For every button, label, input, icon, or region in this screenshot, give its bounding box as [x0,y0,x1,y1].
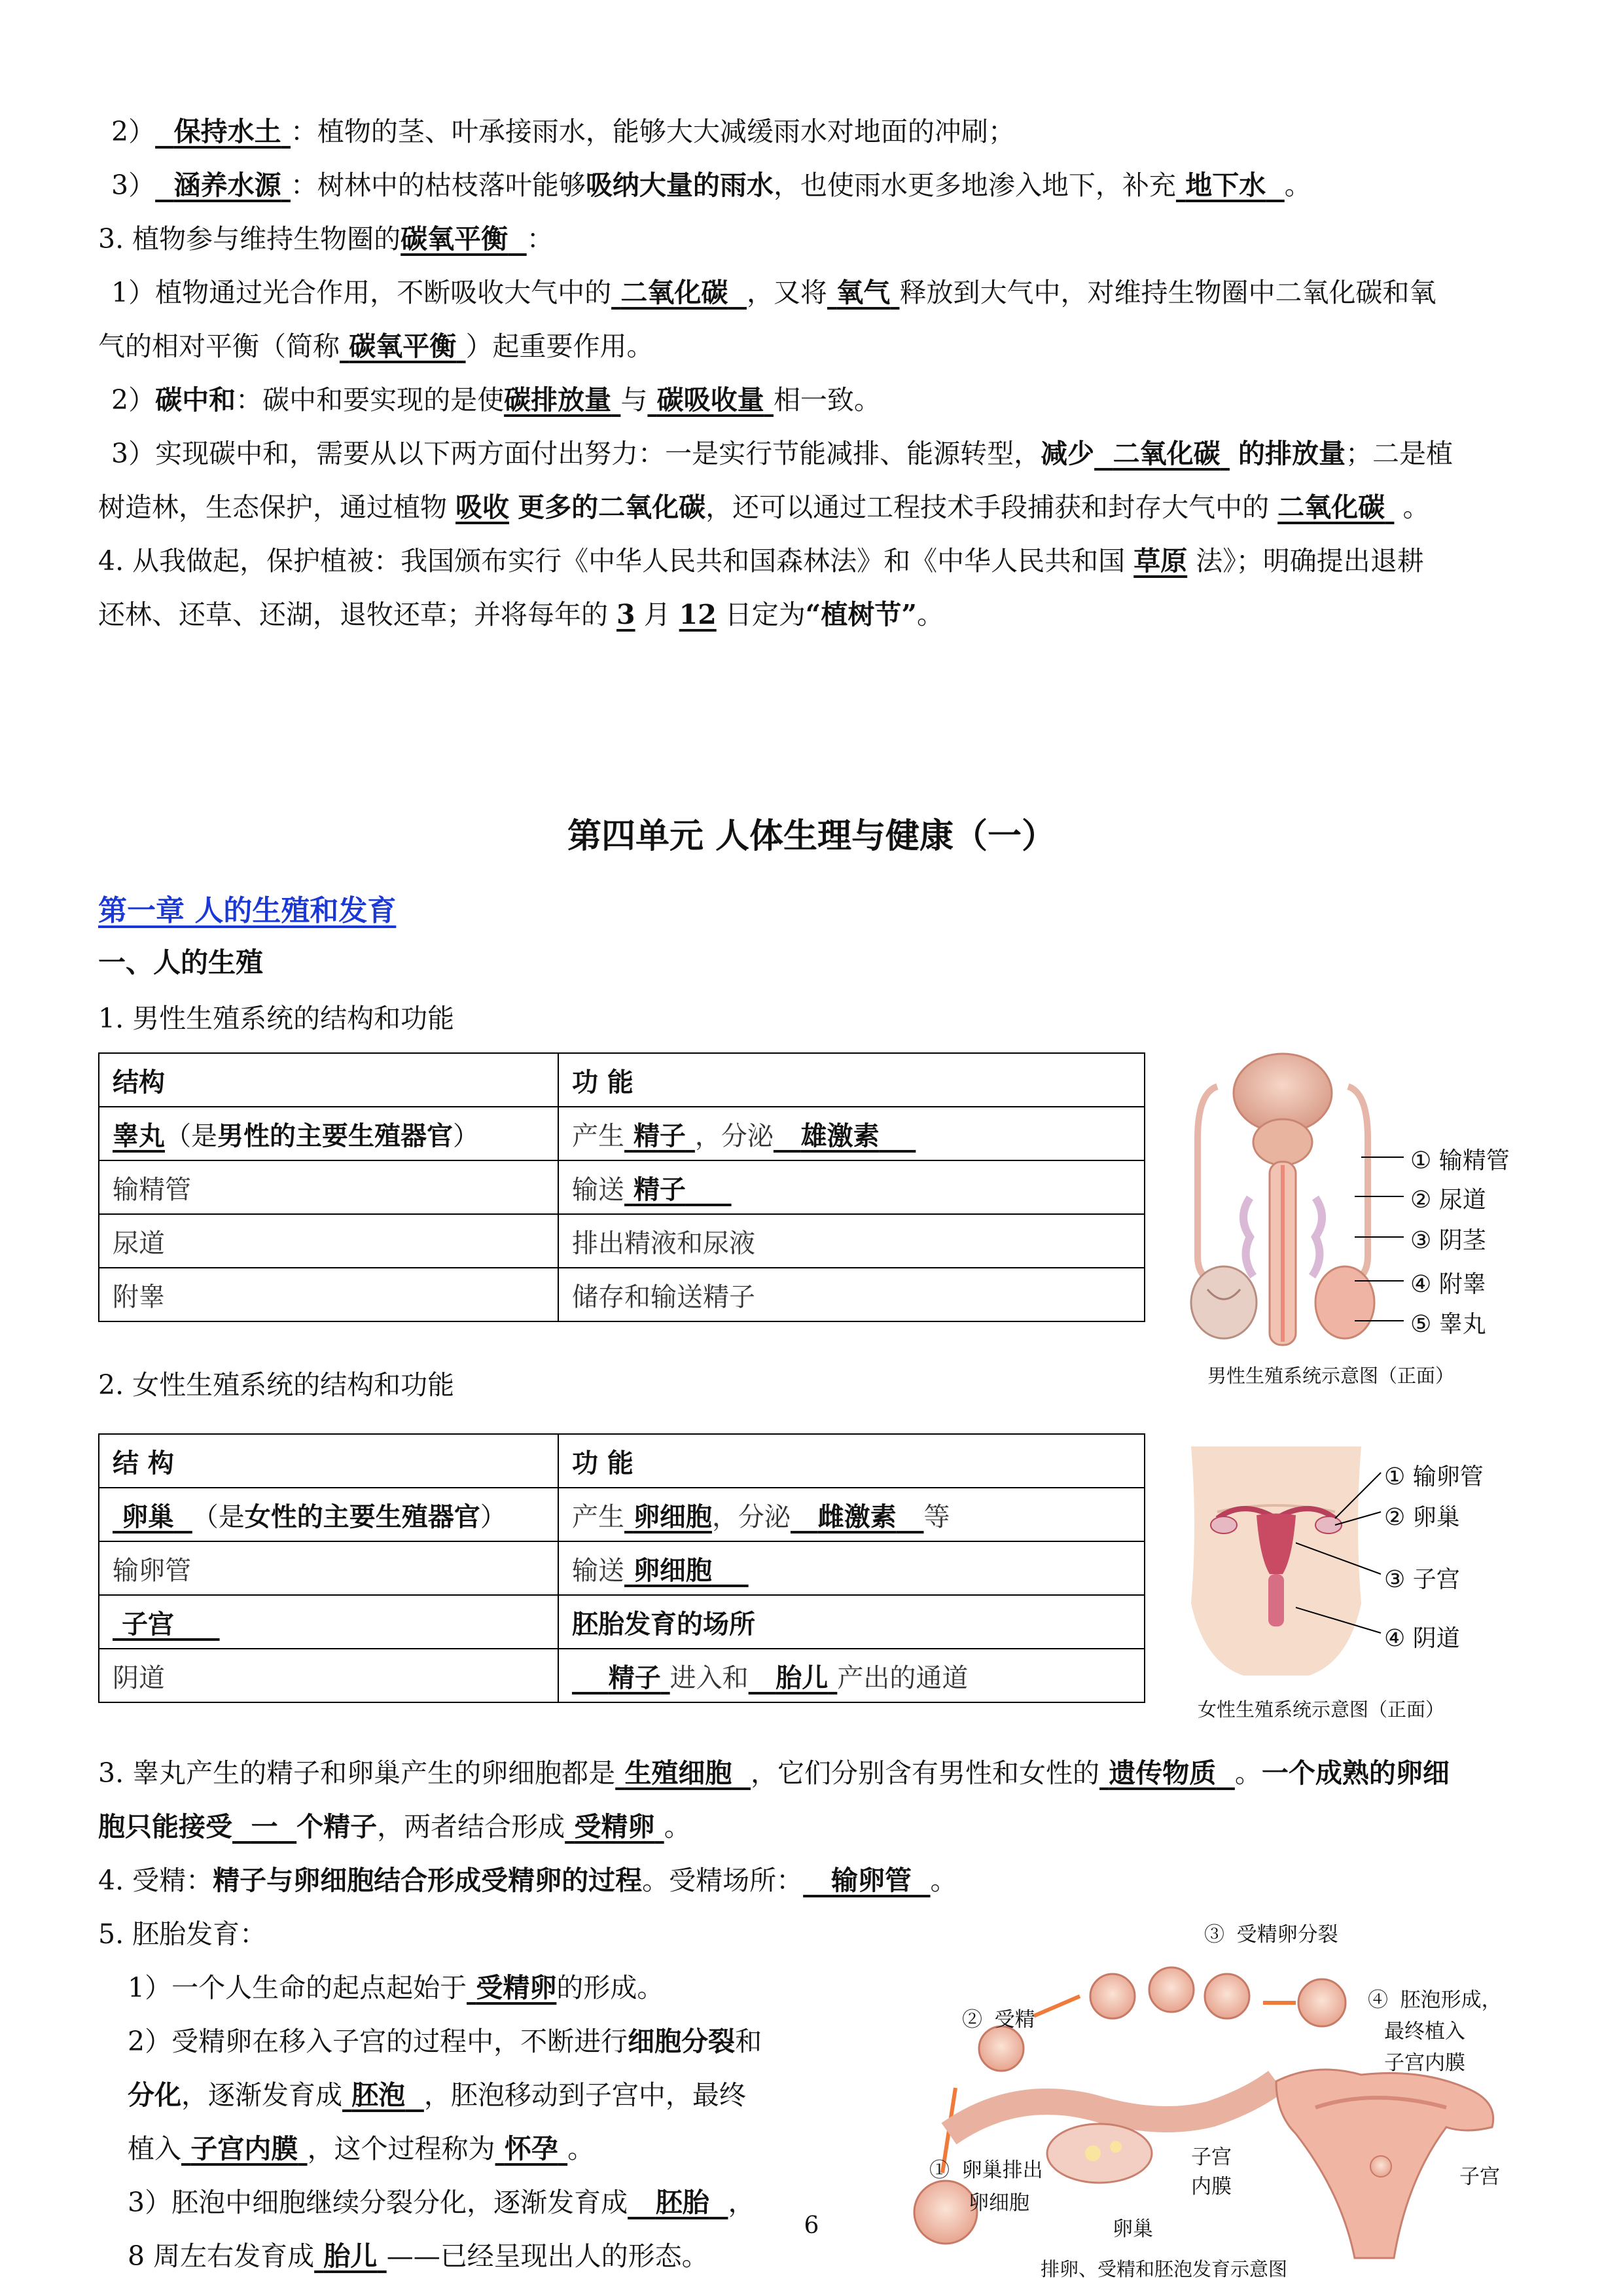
label-endometrium-2: 内膜 [1191,2175,1232,2198]
table-cell: 产生 卵细胞，分泌 雌激素 等 [558,1488,1145,1541]
answer: 3 [616,599,635,630]
unit-title: 第四单元 人体生理与健康（一） [567,817,1056,856]
label-ovary: ② 卵巢 [1384,1504,1460,1531]
table-row [99,1649,1145,1702]
embryo-caption: 排卵、受精和胚泡发育示意图 [1041,2258,1288,2280]
female-heading: 2. 女性生殖系统的结构和功能 [98,1369,455,1401]
line-water: 3） 涵养水源 ：树林中的枯枝落叶能够吸纳大量的雨水，也使雨水更多地渗入地下，补充 地下水 。 [111,170,1311,201]
line-tree-day: 还林、还草、还湖，退牧还草；并将每年的 3 月 12 日定为“植树节”。 [98,599,944,630]
table-cell: 阴道 [99,1649,558,1702]
embryo-line-1: 1）一个人生命的起点起始于 受精卵的形成。 [128,1972,664,2003]
table-row [99,1160,1145,1214]
answer: 保持水土 [173,116,281,147]
male-diagram [1178,1047,1525,1388]
section-title: 一、人的生殖 [98,946,264,978]
label-ovulation-2: 卵细胞 [969,2191,1029,2215]
text: 2） [111,116,156,147]
label-blastocyst-3: 子宫内膜 [1384,2051,1465,2075]
chapter-link[interactable]: 第一章 人的生殖和发育 [98,894,397,927]
answer: 碳氧平衡 [401,223,508,255]
line-forest: 树造林，生态保护，通过植物 吸收 更多的二氧化碳，还可以通过工程技术手段捕获和封存大气中的 二氧化碳 。 [98,492,1430,523]
male-table [98,1052,1145,1322]
female-table [98,1433,1145,1703]
table-header: 结 构 [99,1434,558,1488]
embryo-line-5: 3）胚泡中细胞继续分裂分化，逐渐发育成 胚胎 ， [128,2187,755,2218]
label-urethra: ② 尿道 [1410,1187,1486,1213]
label-oviduct: ① 输卵管 [1384,1463,1484,1490]
table-cell: 输送 精子 [558,1160,1145,1214]
table-cell: 胚胎发育的场所 [558,1595,1145,1649]
answer: 碳吸收量 [656,384,764,416]
line-one-sperm: 胞只能接受 一 个精子，两者结合形成 受精卵 。 [98,1811,691,1842]
page-number: 6 [804,2212,819,2239]
table-cell: 输精管 [99,1160,558,1214]
table-cell: 卵巢 （是女性的主要生殖器官） [99,1488,558,1541]
label-zygote-division: ③ 受精卵分裂 [1204,1923,1338,1946]
line-photosynthesis: 1）植物通过光合作用，不断吸收大气中的 二氧化碳 ，又将 氧气 释放到大气中，对维持生物圈中二氧化碳和氧 [111,277,1436,308]
answer: 碳氧平衡 [349,331,457,362]
table-cell: 产生 精子 ，分泌 雄激素 [558,1107,1145,1160]
label-epididymis: ④ 附睾 [1410,1271,1486,1298]
line-fertilization: 4. 受精：精子与卵细胞结合形成受精卵的过程。受精场所： 输卵管 。 [98,1865,957,1896]
embryo-line-3: 分化，逐渐发育成 胚泡 ，胚泡移动到子宫中，最终 [128,2079,746,2111]
table-row [99,1214,1145,1268]
line-effort: 3）实现碳中和，需要从以下两方面付出努力：一是实行节能减排、能源转型，减少 二氧化碳 的排放量；二是植 [111,438,1453,469]
line-balance: 气的相对平衡（简称 碳氧平衡 ）起重要作用。 [98,331,654,362]
answer: 二氧化碳 [1277,492,1385,523]
label-vas-deferens: ① 输精管 [1410,1147,1510,1174]
embryo-line-6: 8 周左右发育成 胎儿 ——已经呈现出人的形态。 [128,2240,709,2272]
label-endometrium: 子宫 [1191,2145,1232,2169]
answer: 氧气 [836,277,891,308]
line-germ-cells: 3. 睾丸产生的精子和卵巢产生的卵细胞都是 生殖细胞 ，它们分别含有男性和女性的 遗传物质 。一个成熟的卵细 [98,1757,1450,1789]
answer: 地下水 [1185,170,1266,201]
label-vagina: ④ 阴道 [1384,1625,1460,1652]
table-cell: 储存和输送精子 [558,1268,1145,1321]
label-blastocyst-2: 最终植入 [1384,2020,1465,2043]
male-caption: 男性生殖系统示意图（正面） [1207,1365,1455,1387]
answer: 碳排放量 [504,384,612,416]
embryo-line-4: 植入 子宫内膜 ，这个过程称为 怀孕 。 [128,2133,595,2164]
label-ovary: 卵巢 [1113,2217,1153,2241]
table-row [99,1595,1145,1649]
table-row [99,1488,1145,1541]
label-uterus: 子宫 [1459,2165,1500,2189]
table-header: 功 能 [558,1053,1145,1107]
table-cell: 精子 进入和 胎儿 产出的通道 [558,1649,1145,1702]
table-row [99,1541,1145,1595]
line-carbon-heading: 3. 植物参与维持生物圈的碳氧平衡 ： [98,223,554,255]
table-cell: 尿道 [99,1214,558,1268]
answer: 二氧化碳 [620,277,728,308]
embryo-heading: 5. 胚胎发育： [98,1918,267,1950]
table-cell: 输送 卵细胞 [558,1541,1145,1595]
table-row [99,1268,1145,1321]
female-diagram [1178,1446,1525,1734]
table-cell: 睾丸（是男性的主要生殖器官） [99,1107,558,1160]
embryo-line-2: 2）受精卵在移入子宫的过程中，不断进行细胞分裂和 [128,2026,762,2057]
line-neutral: 2）碳中和：碳中和要实现的是使碳排放量 与 碳吸收量 相一致。 [111,384,881,416]
table-cell: 排出精液和尿液 [558,1214,1145,1268]
table-cell: 附睾 [99,1268,558,1321]
table-cell: 输卵管 [99,1541,558,1595]
answer: 二氧化碳 [1113,438,1221,469]
table-row [99,1107,1145,1160]
label-blastocyst: ④ 胚泡形成， [1368,1988,1502,2012]
answer: 涵养水源 [173,170,281,201]
label-fertilization: ② 受精 [962,2008,1035,2032]
female-caption: 女性生殖系统示意图（正面） [1198,1698,1445,1721]
label-ovulation: ① 卵巢排出 [929,2159,1043,2182]
line-soil [98,105,1015,158]
table-row [99,1434,1145,1488]
table-cell: 子宫 [99,1595,558,1649]
male-heading: 1. 男性生殖系统的结构和功能 [98,1003,455,1034]
answer: 12 [679,599,717,630]
table-row [99,1053,1145,1107]
label-uterus: ③ 子宫 [1384,1566,1460,1593]
answer: 吸收 [455,492,510,523]
table-header: 功 能 [558,1434,1145,1488]
label-testis: ⑤ 睾丸 [1410,1311,1486,1338]
text: ：植物的茎、叶承接雨水，能够大大减缓雨水对地面的冲刷； [290,116,1015,147]
line-law: 4. 从我做起，保护植被：我国颁布实行《中华人民共和国森林法》和《中华人民共和国 草原 法》；明确提出退耕 [98,545,1424,577]
table-header: 结构 [99,1053,558,1107]
label-penis: ③ 阴茎 [1410,1227,1486,1254]
answer: 草原 [1133,545,1188,577]
